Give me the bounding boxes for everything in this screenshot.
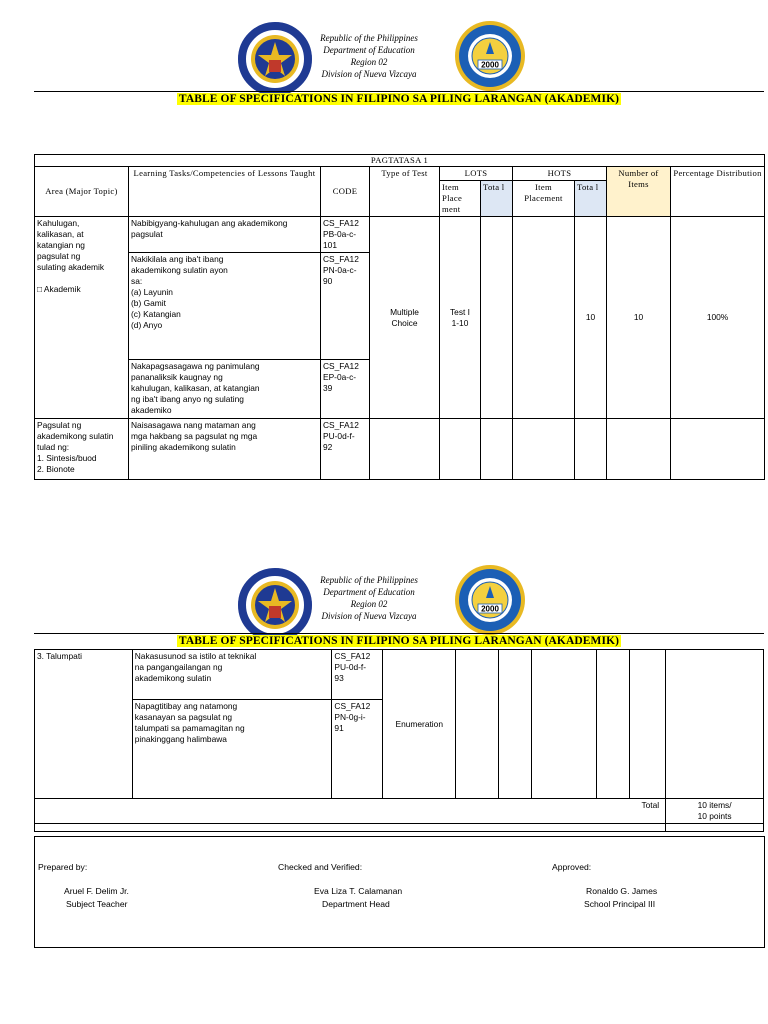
checked-label: Checked and Verified: (278, 862, 363, 872)
department-line: Department of Education (323, 45, 415, 55)
header-rule-2 (34, 633, 764, 634)
department-line: Department of Education (323, 587, 415, 597)
col-number-header: Number of Items (607, 167, 671, 217)
total-value: 10 items/ 10 points (666, 799, 764, 824)
task-cell-6: Napagtitibay ang natamong kasanayan sa pagsulat ng talumpati sa pamamagitan ng pinakinggang halimbawa (132, 700, 332, 799)
division-line: Division of Nueva Vizcaya (321, 69, 417, 79)
code-cell-6: CS_FA12 PN-0g-i- 91 (332, 700, 383, 799)
col-lots-item-header: Item Place ment (440, 181, 481, 217)
lots-item-cell-1: Test I 1-10 (440, 217, 481, 419)
region-line: Region 02 (350, 57, 388, 67)
area-cell-1: Kahulugan, kalikasan, at katangian ng pagsulat ng sulating akademik □ Akademik (35, 217, 129, 419)
empty-cell (596, 650, 629, 799)
header-text-2 (299, 574, 439, 622)
task-cell-5: Nakasusunod sa istilo at teknikal na pangangailangan ng akademikong sulatin (132, 650, 332, 700)
republic-line: Republic of the Philippines (320, 575, 418, 585)
type-cell-1: Multiple Choice (370, 217, 440, 419)
republic-line: Republic of the Philippines (320, 33, 418, 43)
approved-title: School Principal III (584, 899, 656, 909)
checked-title: Department Head (322, 899, 390, 909)
spec-table-1 (34, 154, 765, 480)
empty-cell (671, 419, 765, 480)
col-lots-header: LOTS (440, 167, 513, 181)
school-seal-2 (454, 564, 526, 636)
code-cell-2: CS_FA12 PN-0a-c- 90 (321, 253, 370, 360)
empty-cell (370, 419, 440, 480)
code-cell-5: CS_FA12 PU-0d-f- 93 (332, 650, 383, 700)
task-cell-3: Nakapagsasagawa ng panimulang pananaliksik kaugnay ng kahulugan, kalikasan, at katangian ng iba't ibang anyo ng sulating akademiko (129, 360, 321, 419)
page-title-1: TABLE OF SPECIFICATIONS IN FILIPINO SA PILING LARANGAN (AKADEMIK) (178, 93, 620, 105)
lots-total-cell-1 (481, 217, 513, 419)
col-code-header: CODE (321, 167, 370, 217)
col-hots-item-header: Item Placement (513, 181, 575, 217)
col-tasks-header: Learning Tasks/Competencies of Lessons Taught (129, 167, 321, 217)
col-percentage-header: Percentage Distribution (671, 167, 765, 217)
area-cell-2: Pagsulat ng akademikong sulatin tulad ng: 1. Sintesis/buod 2. Bionote (35, 419, 129, 480)
division-line: Division of Nueva Vizcaya (321, 611, 417, 621)
empty-cell (456, 650, 499, 799)
group-header: PAGTATASA 1 (35, 155, 765, 167)
page-title-2: TABLE OF SPECIFICATIONS IN FILIPINO SA PILING LARANGAN (AKADEMIK) (178, 635, 620, 647)
col-type-header: Type of Test (370, 167, 440, 217)
task-cell-1: Nabibigyang-kahulugan ang akademikong pagsulat (129, 217, 321, 253)
code-cell-3: CS_FA12 EP-0a-c- 39 (321, 360, 370, 419)
empty-cell (440, 419, 481, 480)
svg-text:2000: 2000 (481, 604, 499, 614)
approved-label: Approved: (552, 862, 592, 872)
spec-table-2 (34, 649, 764, 832)
empty-cell (607, 419, 671, 480)
header-text-1 (299, 32, 439, 80)
approved-name: Ronaldo G. James (586, 886, 658, 896)
area-cell-3: 3. Talumpati (35, 650, 133, 799)
school-seal-1 (454, 20, 526, 92)
checked-name: Eva Liza T. Calamanan (314, 886, 403, 896)
task-cell-2: Nakikilala ang iba't ibang akademikong sulatin ayon sa: (a) Layunin (b) Gamit (c) Katangian (d) Anyo (129, 253, 321, 360)
empty-cell (481, 419, 513, 480)
hots-item-cell-1 (513, 217, 575, 419)
prepared-title: Subject Teacher (66, 899, 128, 909)
col-hots-total-header: Tota l (575, 181, 607, 217)
type-cell-2: Enumeration (383, 650, 456, 799)
region-line: Region 02 (350, 599, 388, 609)
total-label: Total (35, 799, 666, 824)
empty-cell (513, 419, 575, 480)
svg-text:2000: 2000 (481, 60, 499, 70)
prepared-label: Prepared by: (38, 862, 88, 872)
percentage-cell-1: 100% (671, 217, 765, 419)
empty-cell (666, 824, 764, 832)
empty-cell (629, 650, 665, 799)
empty-cell (532, 650, 596, 799)
col-lots-total-header: Tota l (481, 181, 513, 217)
task-cell-4: Naisasagawa nang mataman ang mga hakbang sa pagsulat ng mga piniling akademikong sulatin (129, 419, 321, 480)
hots-total-cell-1: 10 (575, 217, 607, 419)
prepared-name: Aruel F. Delim Jr. (64, 886, 129, 896)
code-cell-4: CS_FA12 PU-0d-f- 92 (321, 419, 370, 480)
header-rule-1 (34, 91, 764, 92)
empty-row (35, 824, 666, 832)
code-cell-1: CS_FA12 PB-0a-c- 101 (321, 217, 370, 253)
empty-cell (666, 650, 764, 799)
empty-cell (575, 419, 607, 480)
col-hots-header: HOTS (513, 167, 607, 181)
number-cell-1: 10 (607, 217, 671, 419)
col-area-header: Area (Major Topic) (35, 167, 129, 217)
empty-cell (498, 650, 531, 799)
